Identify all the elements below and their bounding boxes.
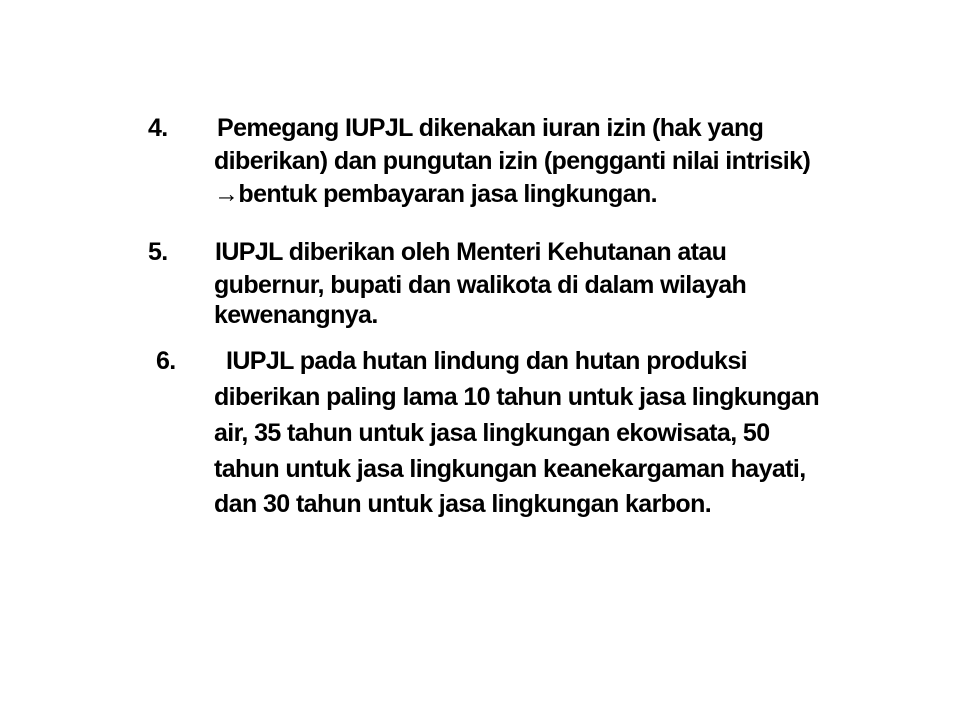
item-text-line: diberikan paling lama 10 tahun untuk jasa lingkungan — [214, 383, 820, 411]
item-number: 5. — [148, 238, 168, 266]
item-number: 4. — [148, 114, 168, 142]
item-text-line: Pemegang IUPJL dikenakan iuran izin (hak yang — [217, 114, 764, 142]
item-text-line: IUPJL diberikan oleh Menteri Kehutanan atau — [215, 238, 727, 266]
item-text-line: air, 35 tahun untuk jasa lingkungan ekowisata, 50 — [214, 419, 770, 447]
item-number: 6. — [156, 347, 176, 375]
item-text-line: kewenangnya. — [214, 301, 378, 329]
item-text-line: →bentuk pembayaran jasa lingkungan. — [214, 180, 658, 208]
item-text-line: diberikan) dan pungutan izin (pengganti nilai intrisik) — [214, 147, 811, 175]
item-text-line: IUPJL pada hutan lindung dan hutan produksi — [226, 347, 747, 375]
item-text-line: dan 30 tahun untuk jasa lingkungan karbon. — [214, 490, 712, 518]
item-text-line: tahun untuk jasa lingkungan keanekargaman hayati, — [214, 455, 806, 483]
item-text-line: gubernur, bupati dan walikota di dalam wilayah — [214, 271, 747, 299]
